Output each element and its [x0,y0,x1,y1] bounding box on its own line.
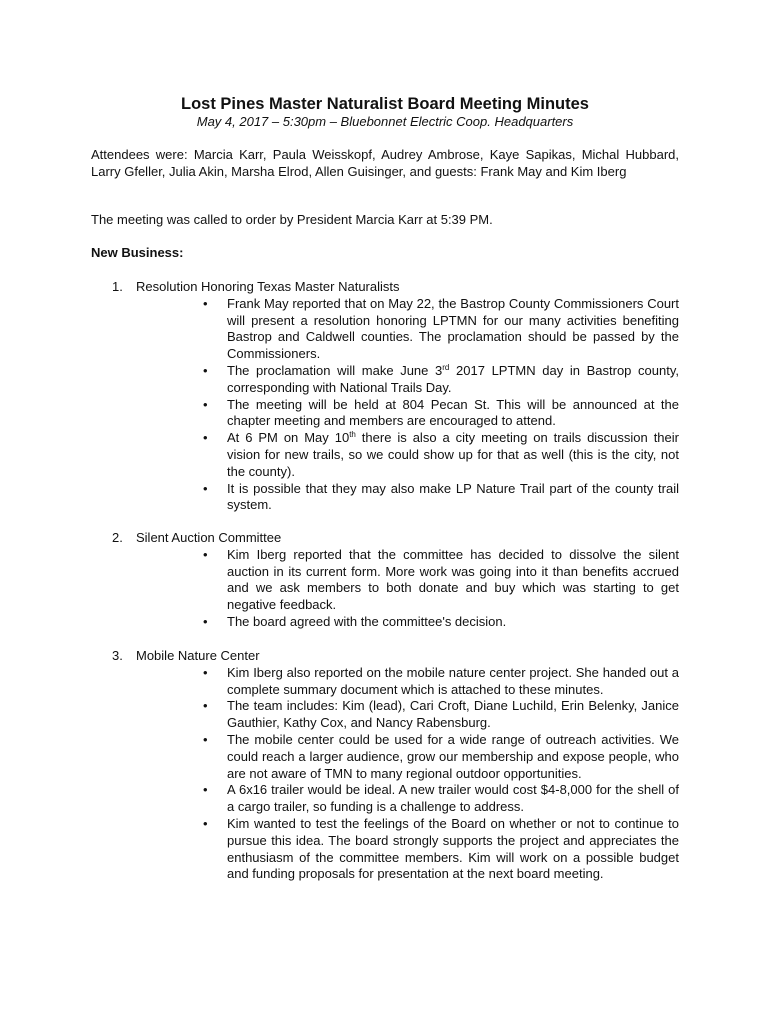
bullet-list [91,547,679,631]
section-heading [91,530,679,547]
bullet-icon: • [203,362,208,378]
ordinal-suffix: rd [442,362,450,372]
bullet-icon: • [203,698,208,714]
page-title: Lost Pines Master Naturalist Board Meeting Minutes [181,95,589,113]
bullet-item [91,363,679,397]
attendees-paragraph: Attendees were: Marcia Karr, Paula Weisskopf, Audrey Ambrose, Kaye Sapikas, Michal Hubbard, Larry Gfeller, Julia Akin, Marsha Elrod, Allen Guisinger, and guests: Frank May and Kim Iberg [91,147,679,179]
bullet-text: The board agreed with the committee's decision. [227,613,507,629]
section-title: Silent Auction Committee [136,530,282,545]
bullet-text-continued: there is also a city meeting on trails discussion their vision for new trails, so we could show up for that as well (this is the city, not the county). [227,430,679,479]
bullet-icon: • [203,731,208,747]
section-heading [91,648,679,665]
bullet-text: The mobile center could be used for a wide range of outreach activities. We could reach a larger audience, grow our membership and expose people, who are not aware of TMN to many regional outdoor opportunities. [227,731,679,781]
new-business-heading: New Business: [91,245,184,260]
bullet-text: Frank May reported that on May 22, the Bastrop County Commissioners Court will present a resolution honoring LPTMN for our many activities benefiting Bastrop and Caldwell counties. The proclamation should be passed by the Commissioners. [227,295,679,362]
bullet-icon: • [203,546,208,562]
bullet-text: Kim wanted to test the feelings of the Board on whether or not to continue to pursue this idea. The board strongly supports the project and appreciates the enthusiasm of the committee members. Kim will work on a possible budget and funding proposals for presentation at the next board meeting. [227,815,679,882]
section-title: Mobile Nature Center [136,648,260,663]
bullet-icon: • [203,480,208,496]
bullet-text: Kim Iberg reported that the committee has decided to dissolve the silent auction in its current form. More work was going into it than benefits accrued and we ask members to both donate and buy which was starting to get negative feedback. [227,546,679,613]
section-silent-auction [91,530,679,631]
section-number: 2. [112,530,123,545]
section-resolution [91,279,679,514]
bullet-item [91,296,679,363]
meeting-date-location: May 4, 2017 – 5:30pm – Bluebonnet Electric Coop. Headquarters [196,114,574,129]
bullet-icon: • [203,782,208,798]
call-to-order-paragraph: The meeting was called to order by President Marcia Karr at 5:39 PM. [91,212,493,227]
section-number: 1. [112,279,123,294]
bullet-item [91,782,679,816]
bullet-list [91,665,679,883]
bullet-item [91,397,679,431]
bullet-text-continued: 2017 LPTMN day in Bastrop county, corresponding with National Trails Day. [227,362,679,395]
section-title: Resolution Honoring Texas Master Naturalists [136,279,400,294]
section-mobile-nature-center [91,648,679,883]
bullet-icon: • [203,664,208,680]
bullet-icon: • [203,396,208,412]
bullet-text: The meeting will be held at 804 Pecan St. This will be announced at the chapter meeting and members are encouraged to attend. [227,396,679,429]
bullet-icon: • [203,295,208,311]
section-heading [91,279,679,296]
bullet-item [91,430,679,480]
ordinal-suffix: th [349,430,356,440]
bullet-icon: • [203,430,208,446]
bullet-text: At 6 PM on May 10 [227,430,350,446]
bullet-item [91,698,679,732]
bullet-item [91,547,679,614]
bullet-text: Kim Iberg also reported on the mobile nature center project. She handed out a complete summary document which is attached to these minutes. [227,664,679,697]
bullet-item [91,481,679,515]
bullet-icon: • [203,613,208,629]
bullet-text: It is possible that they may also make LP Nature Trail part of the county trail system. [227,480,679,513]
bullet-item [91,732,679,782]
bullet-icon: • [203,815,208,831]
bullet-item [91,816,679,883]
bullet-item [91,665,679,699]
bullet-text: The team includes: Kim (lead), Cari Croft, Diane Luchild, Erin Belenky, Janice Gauthier, Kathy Cox, and Nancy Rabensburg. [227,698,679,731]
bullet-text: The proclamation will make June 3 [227,362,443,378]
bullet-list [91,296,679,514]
bullet-item [91,614,679,631]
bullet-text: A 6x16 trailer would be ideal. A new trailer would cost $4-8,000 for the shell of a cargo trailer, so funding is a challenge to address. [227,782,679,815]
section-number: 3. [112,648,123,663]
